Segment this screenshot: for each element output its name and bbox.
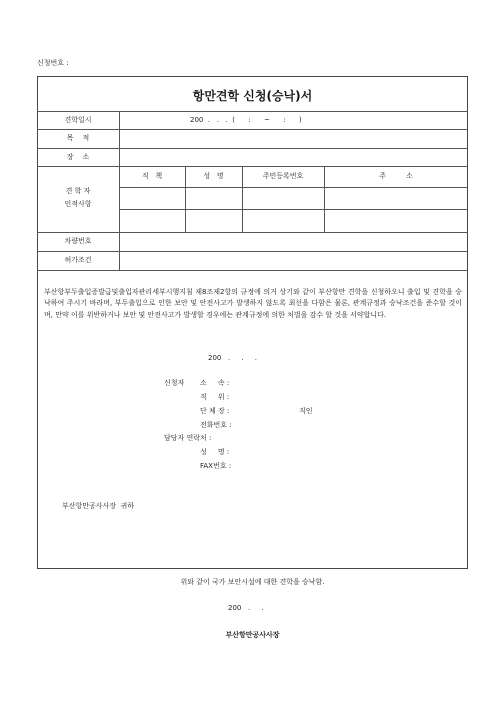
column-header-name: 성 명 xyxy=(203,172,224,180)
divider xyxy=(37,111,468,112)
visit-datetime-field[interactable]: 200 . . . ( : ~ : ) xyxy=(190,116,302,124)
approval-statement: 위와 같이 국가 보안시설에 대한 견학을 승낙함. xyxy=(180,578,325,586)
permit-conditions-label: 허가조건 xyxy=(64,256,92,264)
approval-date: 200 . . xyxy=(228,604,264,612)
contact-group-label: 담당자 연락처 : xyxy=(164,434,212,442)
column-header-resident-number: 주민등록번호 xyxy=(262,172,304,180)
column-header-address: 주 소 xyxy=(379,172,413,180)
place-label: 장 소 xyxy=(66,153,90,161)
affiliation-field[interactable]: 소 속 : xyxy=(200,379,230,387)
seal-label: 직인 xyxy=(299,407,313,415)
date-line: 200 . . . xyxy=(208,354,257,362)
phone-field[interactable]: 전화번호 : xyxy=(200,421,232,429)
divider xyxy=(119,187,468,188)
divider xyxy=(37,232,468,233)
fax-field[interactable]: FAX번호 : xyxy=(200,462,232,470)
representative-field[interactable]: 단 체 장 : xyxy=(200,407,230,415)
pledge-statement: 부산항부두출입증발급및출입자관리세부시행지침 제8조제2항의 규정에 의거 상기와 같이 부산항만 견학을 신청하오니 출입 및 견학을 승낙하여 주시기 바라며, 부두출입으로 인한 보안 및 안전사고가 발생하지 않도록 최선을 다함은 물론, 관계규정과 승낙조건을 준수할 것이며, 만약 이를 위반하거나 보안 및 안전사고가 발생할 경우에는 관계규정에 의한 처벌을 감수 할 것을 서약합니다. xyxy=(44,288,462,319)
application-form-frame xyxy=(37,76,468,569)
applicant-group-label: 신청자 xyxy=(164,379,185,387)
column-divider xyxy=(119,111,120,270)
visitors-label: 견 학 자 xyxy=(65,187,91,195)
position-field[interactable]: 직 위 : xyxy=(200,393,230,401)
column-header-position: 직 책 xyxy=(141,172,163,180)
vehicle-number-label: 차량번호 xyxy=(64,237,92,245)
divider xyxy=(37,166,468,167)
addressee: 부산항만공사사장 귀하 xyxy=(62,502,135,510)
form-title: 항만견학 신청(승낙)서 xyxy=(192,89,313,103)
visit-datetime-label: 견학일시 xyxy=(64,116,92,124)
visitors-label-sub: 인적사항 xyxy=(64,200,92,208)
divider xyxy=(37,129,468,130)
contact-name-field[interactable]: 성 명 : xyxy=(200,448,230,456)
purpose-label: 목 적 xyxy=(66,134,90,142)
issuer-name: 부산항만공사사장 xyxy=(225,631,280,639)
divider xyxy=(119,209,468,210)
divider xyxy=(37,148,468,149)
divider xyxy=(37,270,468,271)
divider xyxy=(37,251,468,252)
application-number-label: 신청번호 : xyxy=(37,59,69,67)
